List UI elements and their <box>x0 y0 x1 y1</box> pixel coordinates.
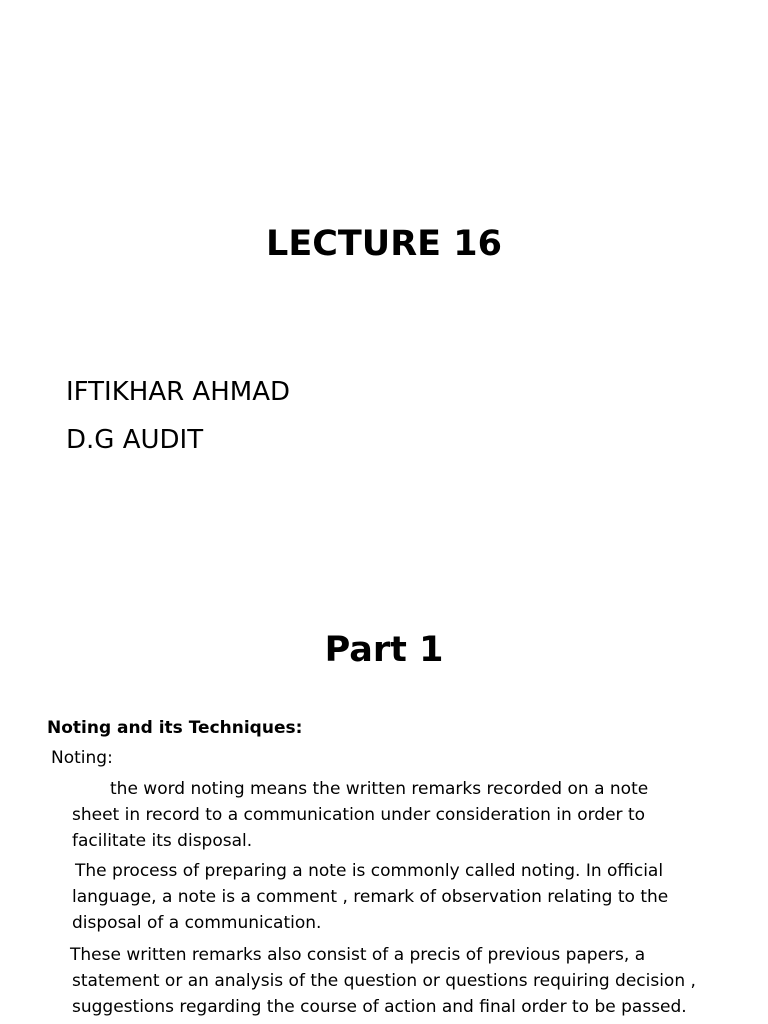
paragraph-process <box>72 858 752 936</box>
paragraph-line: suggestions regarding the course of action and final order to be passed. <box>72 997 687 1017</box>
noting-label: Noting: <box>51 748 113 768</box>
paragraph-remarks <box>72 942 752 1020</box>
paragraph-line: The process of preparing a note is commonly called noting. In official <box>75 861 664 881</box>
paragraph-definition <box>72 776 752 854</box>
paragraph-line: language, a note is a comment , remark of observation relating to the <box>72 887 669 907</box>
paragraph-line: facilitate its disposal. <box>72 831 253 851</box>
paragraph-line: disposal of a communication. <box>72 913 322 933</box>
part-title: Part 1 <box>324 630 444 670</box>
section-heading: Noting and its Techniques: <box>47 718 303 738</box>
lecture-title: LECTURE 16 <box>266 224 502 264</box>
author-name: IFTIKHAR AHMAD <box>66 377 291 407</box>
paragraph-line: statement or an analysis of the question or questions requiring decision , <box>72 971 696 991</box>
paragraph-line: These written remarks also consist of a precis of previous papers, a <box>70 945 646 965</box>
paragraph-line: sheet in record to a communication under consideration in order to <box>72 805 646 825</box>
paragraph-line: the word noting means the written remarks recorded on a note <box>110 779 649 799</box>
author-title: D.G AUDIT <box>66 425 204 455</box>
author-block <box>66 368 290 464</box>
